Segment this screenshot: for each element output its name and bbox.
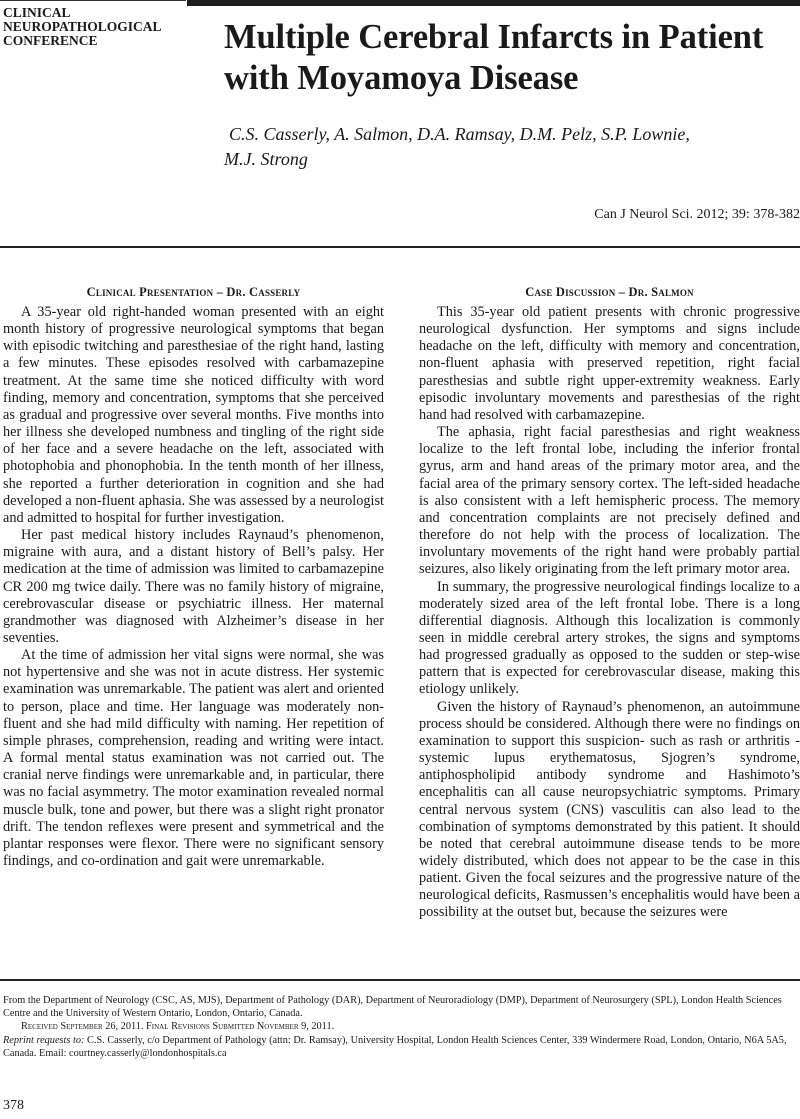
authors-line-1: C.S. Casserly, A. Salmon, D.A. Ramsay, D.M. Pelz, S.P. Lownie, bbox=[229, 124, 690, 144]
section-label-line: NEUROPATHOLOGICAL bbox=[3, 19, 162, 34]
header-divider bbox=[0, 246, 800, 248]
section-heading-clinical-presentation: Clinical Presentation – Dr. Casserly bbox=[86, 285, 301, 299]
section-label-line: CONFERENCE bbox=[3, 33, 98, 48]
author-list bbox=[224, 122, 784, 172]
reprint-note bbox=[3, 1034, 798, 1060]
authors-line-2: M.J. Strong bbox=[224, 149, 308, 169]
section-heading-case-discussion: Case Discussion – Dr. Salmon bbox=[525, 285, 694, 299]
reprint-text: C.S. Casserly, c/o Department of Pathology (attn: Dr. Ramsay), University Hospital, London Health Sciences Center, 339 Windermere Road, London, Ontario, N6A 5A5, Canada. Email: courtney.casserly@londonhospitals.ca bbox=[3, 1034, 787, 1059]
right-column bbox=[419, 284, 800, 922]
paragraph: This 35-year old patient presents with chronic progressive neurological dysfunction. Her symptoms and signs include headache on the left, difficulty with memory and concentration, non-fluent aphasia with preserved repetition, right facial paresthesias and subtle right upper-extremity weakness. Early episodic involuntary movements and paresthesias of the right hand had resolved with carbamazepine. bbox=[419, 304, 800, 423]
paragraph: Given the history of Raynaud’s phenomenon, an autoimmune process should be considered. Although there were no findings on examination to support this suspicion- such as rash or arthritis - systemic lupus erythematosus, Sjogren’s syndrome, antiphospholipid antibody syndrome and Hashimoto’s encephalitis can all cause neuropsychiatric symptoms. Primary central nervous system (CNS) vasculitis can also lead to the combination of symptoms demonstrated by this patient. It should be noted that cerebral autoimmune disease tends to be more widely distributed, which does not appear to be the case in this patient. Given the focal seizures and the progressive nature of the neurological deficits, Rasmussen’s encephalitis would have been a possibility at the outset but, because the seizures were bbox=[419, 698, 800, 921]
paragraph: At the time of admission her vital signs were normal, she was not hypertensive and she was not in acute distress. Her systemic examination was unremarkable. The patient was alert and oriented to person, place and time. Her language was moderately non-fluent and she had mild difficulty with naming. Her repetition of simple phrases, comprehension, reading and writing were intact. A formal mental status examination was not carried out. The cranial nerve findings were unremarkable and, in particular, there was no facial asymmetry. The motor examination revealed normal muscle bulk, tone and power, but there was a slight right pronator drift. The tendon reflexes were present and symmetrical and the plantar responses were flexor. There were no significant sensory findings, and co-ordination and gait were unremarkable. bbox=[3, 647, 384, 869]
section-label bbox=[3, 6, 162, 48]
footnote-divider bbox=[0, 979, 800, 981]
journal-citation: Can J Neurol Sci. 2012; 39: 378-382 bbox=[594, 207, 800, 222]
paragraph: Her past medical history includes Raynaud’s phenomenon, migraine with aura, and a distant history of Bell’s palsy. Her medication at the time of admission was limited to carbamazepine CR 200 mg twice daily. There was no family history of migraine, cerebrovascular disease or psychiatric illness. Her maternal grandmother was diagnosed with Alzheimer’s disease in her seventies. bbox=[3, 527, 384, 646]
top-rule-thick bbox=[187, 0, 800, 6]
paragraph: The aphasia, right facial paresthesias and right weakness localize to the left frontal lobe, including the inferior frontal gyrus, arm and hand areas of the primary motor area, and the facial area of the primary sensory cortex. The left-sided headache is also consistent with a left hemispheric process. The memory and concentration complaints are not precisely defined and therefore do not help with the process of localization. The involuntary movements of the right hand were probably partial seizures, also likely originating from the left primary motor area. bbox=[419, 424, 800, 578]
paragraph: In summary, the progressive neurological findings localize to a moderately sized area of the left frontal lobe. There is a long differential diagnosis. Although this localization is commonly seen in middle cerebral artery strokes, the signs and symptoms had progressed gradually as opposed to the sudden or step-wise pattern that is expected for cerebrovascular disease, making this etiology unlikely. bbox=[419, 578, 800, 698]
affiliation-note: From the Department of Neurology (CSC, AS, MJS), Department of Pathology (DAR), Department of Neuroradiology (DMP), Department of Neurosurgery (SPL), London Health Sciences Centre and the University of Western Ontario, London, Ontario, Canada. bbox=[3, 995, 782, 1020]
received-dates: Received September 26, 2011. Final Revisions Submitted November 9, 2011. bbox=[21, 1021, 335, 1033]
footnotes bbox=[3, 994, 798, 1060]
section-label-line: CLINICAL bbox=[3, 5, 71, 20]
page-number: 378 bbox=[3, 1098, 24, 1113]
top-rule-thin bbox=[0, 0, 186, 1]
reprint-label: Reprint requests to: bbox=[3, 1034, 85, 1046]
paragraph: A 35-year old right-handed woman presented with an eight month history of progressive neurological symptoms that began with episodic twitching and paresthesiae of the right hand, lasting a few minutes. These episodes resolved with carbamazepine treatment. At the same time she noticed difficulty with word finding, memory and concentration, symptoms that she perceived as gradual and progressive over several months. Five months into her illness she developed numbness and tingling of the right side of her face and a severe headache on the left, associated with photophobia and phonophobia. In the tenth month of her illness, she reported a further deterioration in cognition and she had developed a non-fluent aphasia. She was assessed by a neurologist and admitted to hospital for further investigation. bbox=[3, 304, 384, 526]
article-title: Multiple Cerebral Infarcts in Patient with Moyamoya Disease bbox=[224, 18, 764, 97]
left-column bbox=[3, 284, 384, 870]
